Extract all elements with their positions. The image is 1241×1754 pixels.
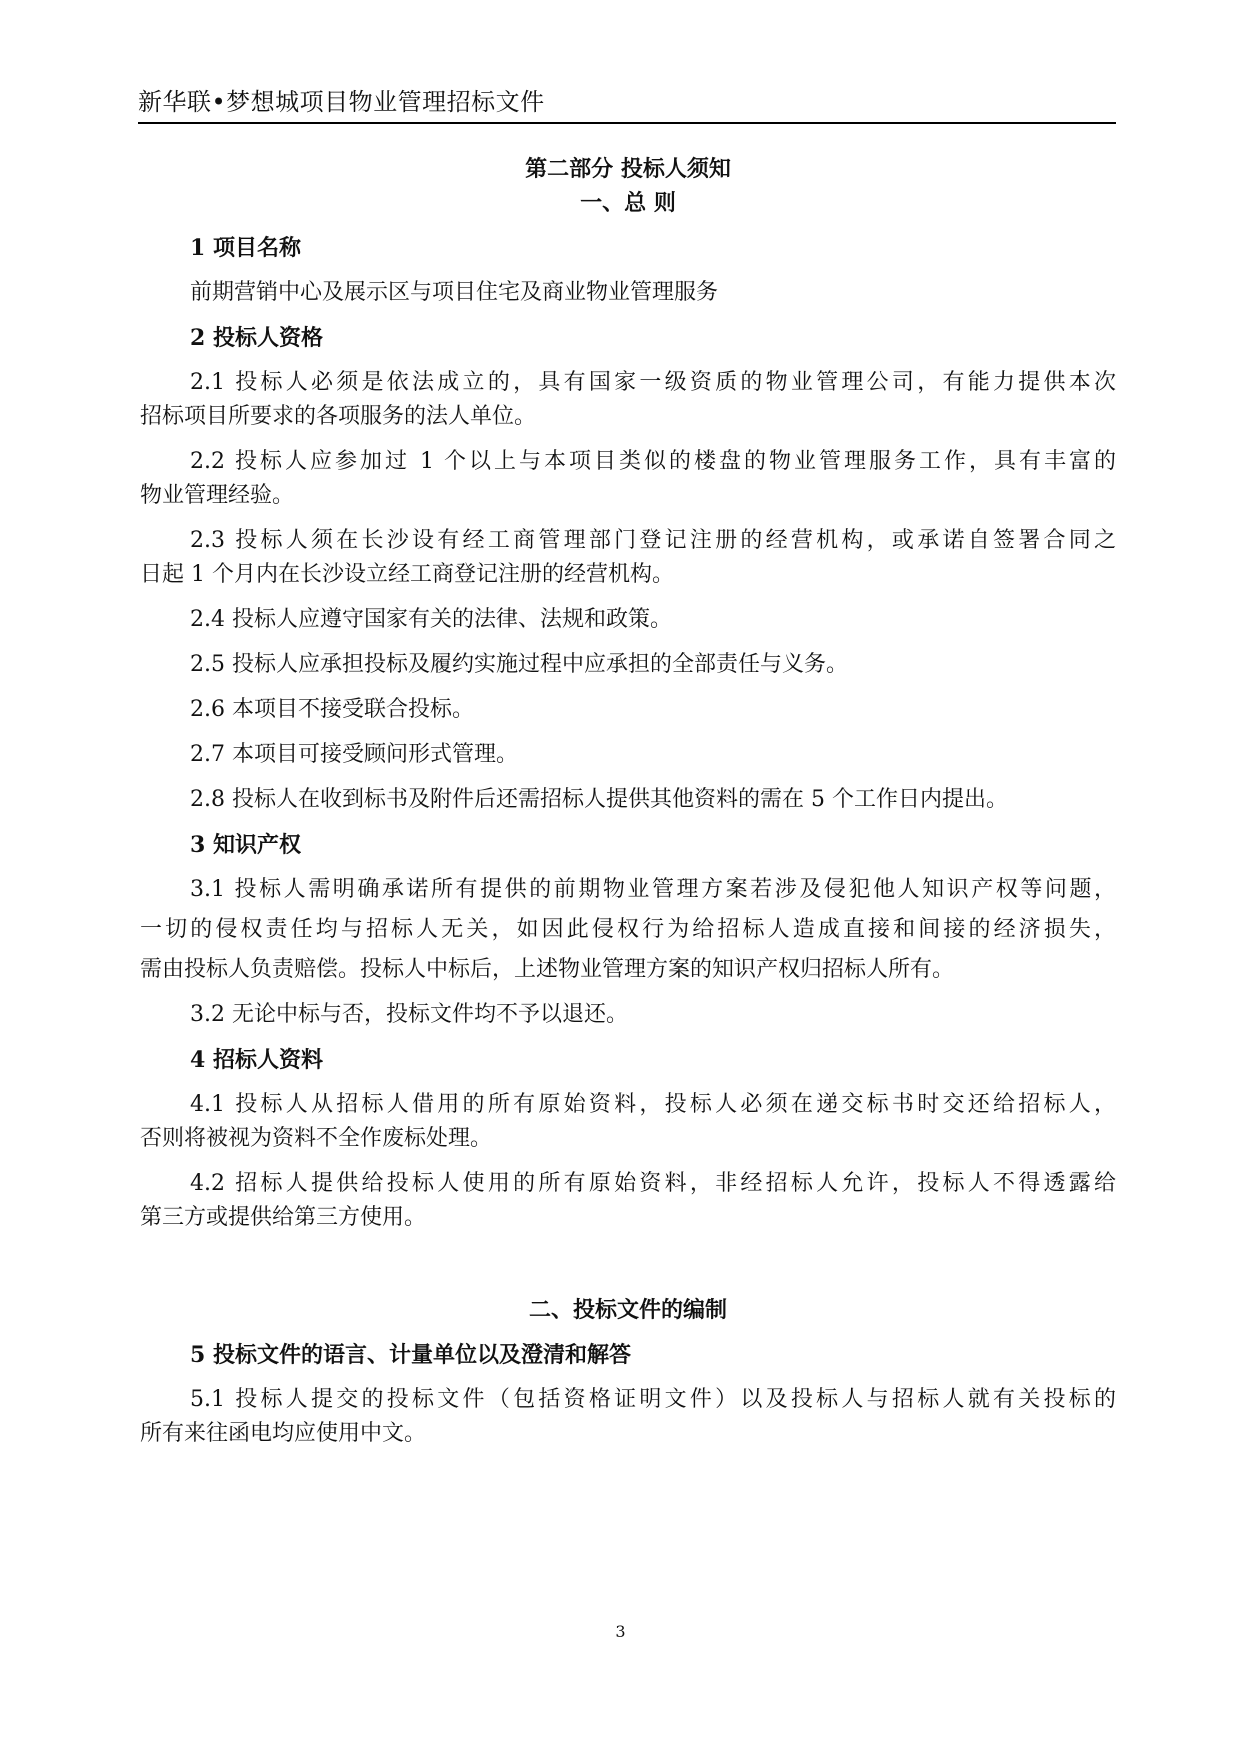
heading-bidder-qualification: 2 投标人资格 [190,325,323,351]
clause-4-1-line-1: 4.1 投标人从招标人借用的所有原始资料，投标人必须在递交标书时交还给招标人， [190,1092,1116,1117]
clause-3-1-line-1: 3.1 投标人需明确承诺所有提供的前期物业管理方案若涉及侵犯他人知识产权等问题， [190,877,1116,902]
clause-4-2-line-1: 4.2 招标人提供给投标人使用的所有原始资料，非经招标人允许，投标人不得透露给 [190,1171,1116,1196]
clause-2-3-line-1: 2.3 投标人须在长沙设有经工商管理部门登记注册的经营机构，或承诺自签署合同之 [190,528,1116,553]
heading-project-name: 1 项目名称 [190,235,301,261]
clause-2-6: 2.6 本项目不接受联合投标。 [190,697,474,722]
clause-2-7: 2.7 本项目可接受顾问形式管理。 [190,742,518,767]
section-title-general: 一、总 则 [580,190,676,216]
clause-2-2-line-2: 物业管理经验。 [140,483,295,508]
clause-4-2-line-2: 第三方或提供给第三方使用。 [140,1205,427,1230]
heading-bid-language: 5 投标文件的语言、计量单位以及澄清和解答 [190,1342,631,1368]
header-divider [138,122,1116,124]
clause-2-1-line-2: 招标项目所要求的各项服务的法人单位。 [140,404,537,429]
clause-4-1-line-2: 否则将被视为资料不全作废标处理。 [140,1126,493,1151]
clause-3-1-line-3: 需由投标人负责赔偿。投标人中标后，上述物业管理方案的知识产权归招标人所有。 [140,957,955,982]
clause-2-5: 2.5 投标人应承担投标及履约实施过程中应承担的全部责任与义务。 [190,652,848,677]
clause-2-2-line-1: 2.2 投标人应参加过 1 个以上与本项目类似的楼盘的物业管理服务工作，具有丰富的 [190,449,1116,474]
clause-5-1-line-2: 所有来往函电均应使用中文。 [140,1421,427,1446]
clause-3-2: 3.2 无论中标与否，投标文件均不予以退还。 [190,1002,628,1027]
clause-2-8: 2.8 投标人在收到标书及附件后还需招标人提供其他资料的需在 5 个工作日内提出。 [190,787,1008,812]
clause-2-3-line-2: 日起 1 个月内在长沙设立经工商登记注册的经营机构。 [140,562,674,587]
clause-2-1-line-1: 2.1 投标人必须是依法成立的，具有国家一级资质的物业管理公司，有能力提供本次 [190,370,1116,395]
document-header: 新华联•梦想城项目物业管理招标文件 [138,88,545,116]
document-body [140,152,1116,1451]
project-name-text: 前期营销中心及展示区与项目住宅及商业物业管理服务 [190,280,719,305]
clause-5-1-line-1: 5.1 投标人提交的投标文件（包括资格证明文件）以及投标人与招标人就有关投标的 [190,1387,1116,1412]
heading-intellectual-property: 3 知识产权 [190,832,301,858]
section-title-bid-preparation: 二、投标文件的编制 [528,1297,727,1323]
part-title: 第二部分 投标人须知 [525,156,731,182]
clause-3-1-line-2: 一切的侵权责任均与招标人无关，如因此侵权行为给招标人造成直接和间接的经济损失， [140,917,1116,942]
heading-tenderer-materials: 4 招标人资料 [190,1047,323,1073]
page-number: 3 [615,1622,626,1641]
clause-2-4: 2.4 投标人应遵守国家有关的法律、法规和政策。 [190,607,672,632]
